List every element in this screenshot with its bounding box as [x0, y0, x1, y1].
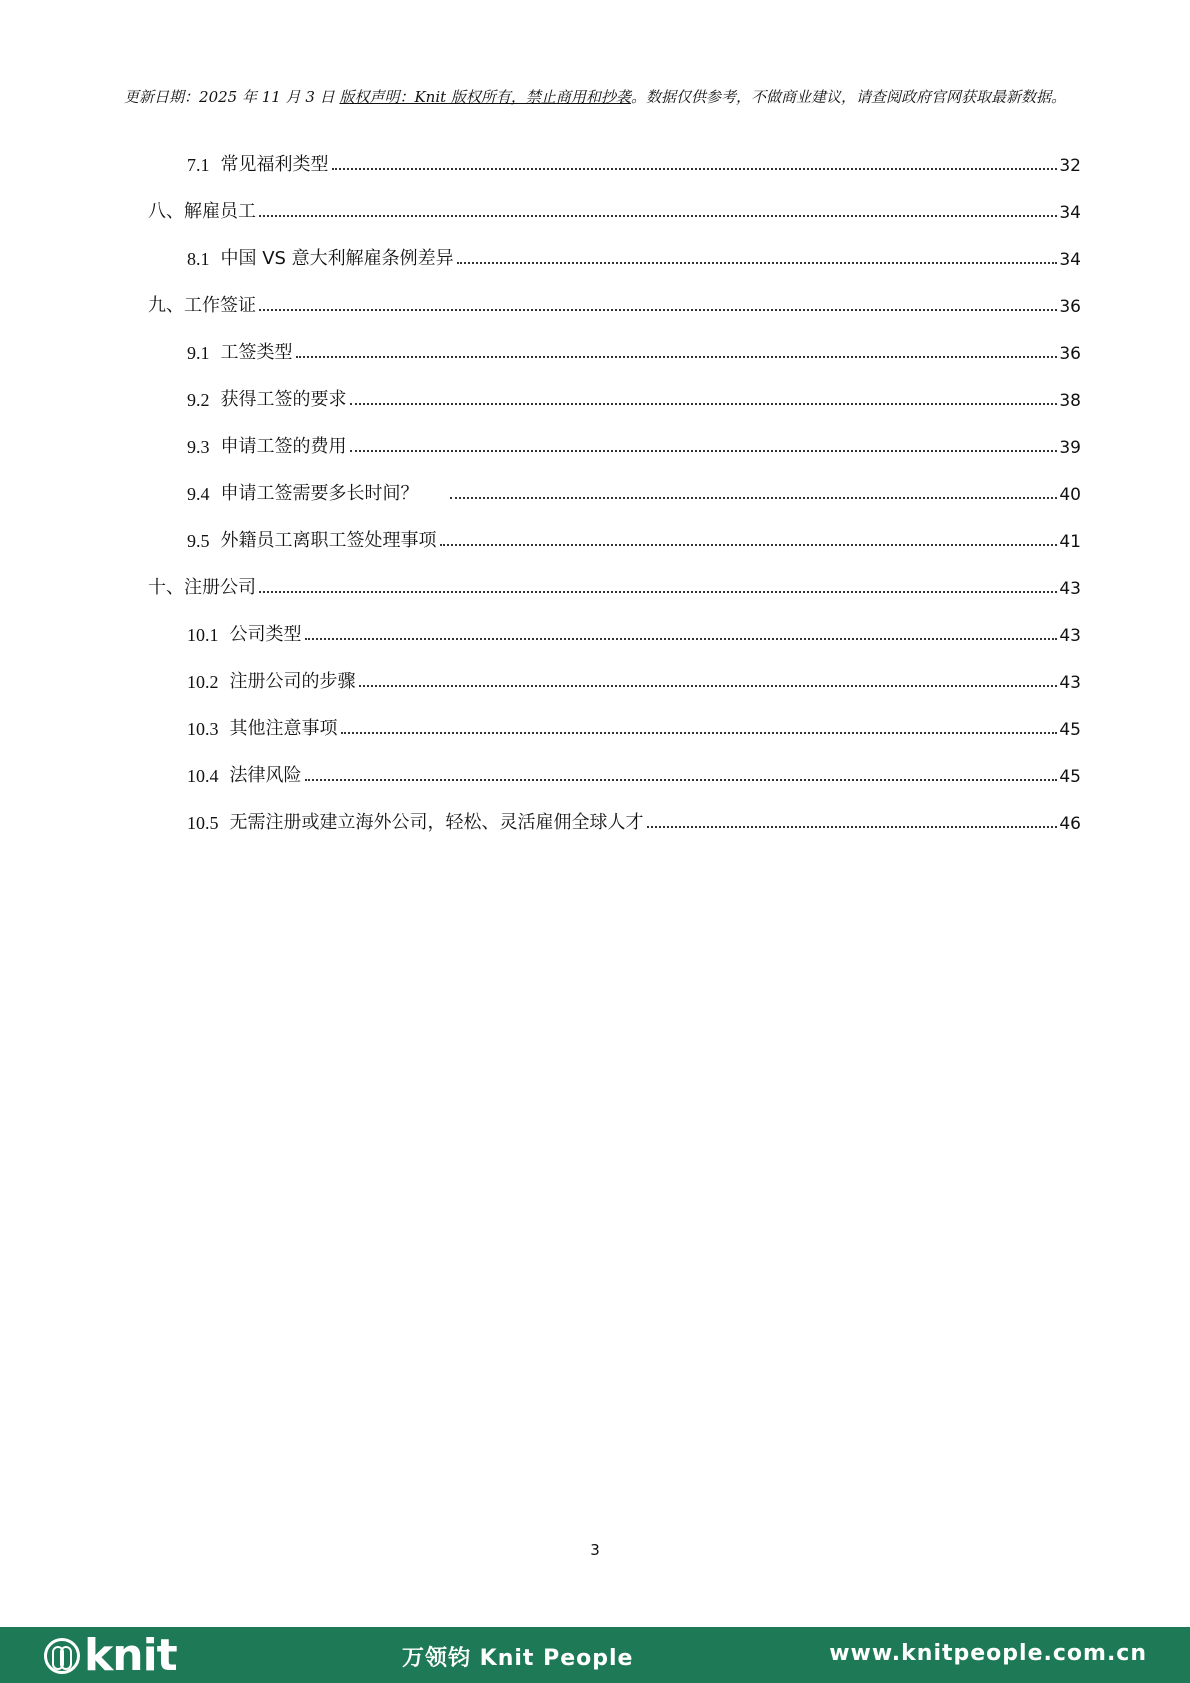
toc-entry[interactable] — [148, 573, 1081, 599]
toc-entry-title: 无需注册或建立海外公司，轻松、灵活雇佣全球人才 — [229, 812, 644, 833]
toc-leader-dots — [440, 543, 1058, 546]
copyright-notice: 版权声明：Knit 版权所有，禁止商用和抄袭 — [339, 88, 631, 106]
toc-entry-page: 40 — [1059, 485, 1081, 505]
brand-name: 万领钧 Knit People — [402, 1646, 634, 1671]
toc-entry-page: 45 — [1059, 767, 1081, 787]
toc-entry[interactable] — [187, 432, 1081, 458]
toc-entry-title: 法律风险 — [229, 765, 302, 786]
toc-entry[interactable] — [187, 761, 1081, 787]
toc-leader-dots — [305, 778, 1058, 781]
toc-entry-title: 常见福利类型 — [220, 154, 329, 175]
page-number: 3 — [590, 1541, 600, 1559]
toc-entry-page: 32 — [1059, 156, 1081, 176]
toc-entry[interactable] — [187, 385, 1081, 411]
toc-leader-dots — [259, 590, 1057, 593]
toc-leader-dots — [647, 825, 1058, 828]
toc-entry-number: 9.3 — [187, 437, 210, 457]
toc-leader-dots — [350, 402, 1058, 405]
toc-entry-title: 公司类型 — [229, 624, 302, 645]
toc-entry-title: 注册公司 — [184, 577, 256, 598]
toc-entry[interactable] — [187, 338, 1081, 364]
update-date: 更新日期：2025 年 11 月 3 日 — [124, 88, 335, 106]
toc-entry-number: 9.5 — [187, 531, 210, 551]
toc-leader-dots — [350, 449, 1058, 452]
toc-entry-number: 7.1 — [187, 155, 210, 175]
page-header — [0, 86, 1190, 107]
toc-entry-title: 工作签证 — [184, 295, 256, 316]
toc-entry-number: 10.2 — [187, 672, 219, 692]
toc-leader-dots — [332, 167, 1058, 170]
toc-entry-page: 41 — [1059, 532, 1081, 552]
toc-entry[interactable] — [148, 291, 1081, 317]
knit-logo-text: knit — [84, 1630, 177, 1681]
toc-entry[interactable] — [187, 808, 1081, 834]
toc-entry[interactable] — [187, 150, 1081, 176]
toc-entry[interactable] — [187, 244, 1081, 270]
toc-leader-dots — [450, 496, 1058, 499]
toc-entry-page: 39 — [1059, 438, 1081, 458]
toc-entry-page: 45 — [1059, 720, 1081, 740]
toc-entry-number: 九、 — [148, 295, 184, 316]
toc-entry-page: 34 — [1059, 250, 1081, 270]
toc-leader-dots — [341, 731, 1058, 734]
disclaimer: 。数据仅供参考，不做商业建议，请查阅政府官网获取最新数据。 — [630, 88, 1066, 106]
toc-entry-page: 43 — [1059, 579, 1081, 599]
toc-entry[interactable] — [187, 526, 1081, 552]
toc-entry-title: 申请工签的费用 — [220, 436, 347, 457]
toc-entry-title: 外籍员工离职工签处理事项 — [220, 530, 437, 551]
toc-entry-number: 十、 — [148, 577, 184, 598]
toc-entry[interactable] — [187, 620, 1081, 646]
toc-entry-page: 43 — [1059, 626, 1081, 646]
toc-entry-number: 10.1 — [187, 625, 219, 645]
toc-entry[interactable] — [187, 714, 1081, 740]
toc-entry-number: 八、 — [148, 201, 184, 222]
toc-entry-number: 9.2 — [187, 390, 210, 410]
toc-entry[interactable] — [148, 197, 1081, 223]
toc-leader-dots — [296, 355, 1058, 358]
toc-entry-title: 获得工签的要求 — [220, 389, 347, 410]
toc-entry-page: 46 — [1059, 814, 1081, 834]
toc-entry-page: 38 — [1059, 391, 1081, 411]
toc-entry-number: 8.1 — [187, 249, 210, 269]
toc-leader-dots — [457, 261, 1058, 264]
toc-leader-dots — [259, 308, 1057, 311]
website-link[interactable]: www.knitpeople.com.cn — [829, 1641, 1147, 1666]
toc-entry[interactable] — [187, 479, 1081, 505]
toc-entry-title: 中国 VS 意大利解雇条例差异 — [220, 248, 454, 269]
toc-entry-number: 10.4 — [187, 766, 219, 786]
toc-entry-number: 9.4 — [187, 484, 210, 504]
toc-entry-page: 43 — [1059, 673, 1081, 693]
toc-entry-number: 10.3 — [187, 719, 219, 739]
toc-entry-title: 其他注意事项 — [229, 718, 338, 739]
toc-entry-title: 申请工签需要多长时间？ — [220, 483, 419, 504]
toc-entry-number: 9.1 — [187, 343, 210, 363]
toc-entry-number: 10.5 — [187, 813, 219, 833]
toc-entry-page: 36 — [1059, 297, 1081, 317]
footer-bar — [0, 1627, 1190, 1683]
toc-entry-page: 34 — [1059, 203, 1081, 223]
toc-entry-title: 工签类型 — [220, 342, 293, 363]
toc-leader-dots — [305, 637, 1058, 640]
knit-logo-icon — [44, 1638, 80, 1674]
toc-leader-dots — [359, 684, 1058, 687]
knit-logo[interactable] — [44, 1630, 177, 1681]
toc-entry-title: 解雇员工 — [184, 201, 256, 222]
toc-entry-title: 注册公司的步骤 — [229, 671, 356, 692]
toc-leader-dots — [259, 214, 1057, 217]
toc-entry[interactable] — [187, 667, 1081, 693]
toc-entry-page: 36 — [1059, 344, 1081, 364]
